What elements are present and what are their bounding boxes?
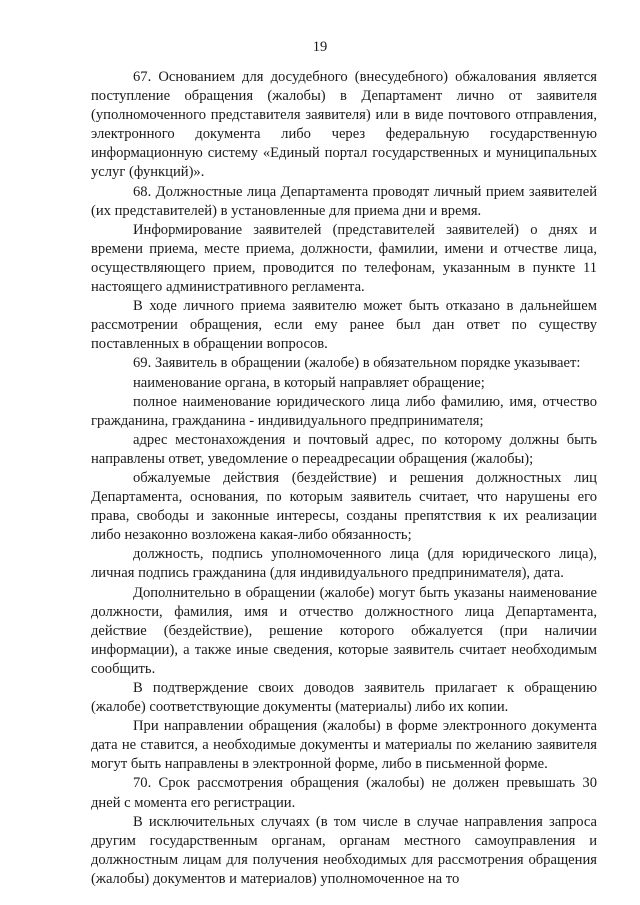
paragraph-informing: Информирование заявителей (представителей заявителей) о днях и времени приема, месте приема, должности, фамилии, имени и отчестве лица, осуществляющего прием, проводится по телефонам, указанным в пункте 11 настоящего административного регламента.	[91, 221, 597, 296]
paragraph-70: 70. Срок рассмотрения обращения (жалобы) не должен превышать 30 дней с момента его регистрации.	[91, 775, 597, 811]
list-item: обжалуемые действия (бездействие) и решения должностных лиц Департамента, основания, по которым заявитель считает, что нарушены его права, свободы и законные интересы, созданы препятствия к их реализации либо незаконно возложена какая-либо обязанность;	[91, 469, 597, 544]
paragraph-additional: Дополнительно в обращении (жалобе) могут быть указаны наименование должности, фамилия, имя и отчество должностного лица Департамента, действие (бездействие), решение которого обжалуется (при наличии информации), а также иные сведения, которые заявитель считает необходимым сообщить.	[91, 584, 597, 677]
list-item: должность, подпись уполномоченного лица (для юридического лица), личная подпись гражданина (для индивидуального предпринимателя), дата.	[91, 546, 597, 582]
list-item: полное наименование юридического лица либо фамилию, имя, отчество гражданина, гражданина - индивидуального предпринимателя;	[91, 393, 597, 429]
paragraph-67: 67. Основанием для досудебного (внесудебного) обжалования является поступление обращения (жалобы) в Департамент лично от заявителя (уполномоченного представителя заявителя) или в виде почтового отправления, электронного документа либо через федеральную государственную информационную систему «Единый портал государственных и муниципальных услуг (функций)».	[91, 69, 597, 181]
list-item: наименование органа, в который направляет обращение;	[133, 374, 485, 391]
page-number: 19	[312, 39, 328, 55]
paragraph-refusal: В ходе личного приема заявителю может быть отказано в дальнейшем рассмотрении обращения, если ему ранее был дан ответ по существу поставленных в обращении вопросов.	[91, 298, 597, 353]
paragraph-69: 69. Заявитель в обращении (жалобе) в обязательном порядке указывает:	[133, 355, 581, 372]
paragraph-68: 68. Должностные лица Департамента проводят личный прием заявителей (их представителей) в установленные для приема дни и время.	[91, 183, 597, 219]
paragraph-attachments: В подтверждение своих доводов заявитель прилагает к обращению (жалобе) соответствующие документы (материалы) либо их копии.	[91, 680, 597, 716]
list-item: адрес местонахождения и почтовый адрес, по которому должны быть направлены ответ, уведомление о переадресации обращения (жалобы);	[91, 431, 597, 467]
paragraph-electronic: При направлении обращения (жалобы) в форме электронного документа дата не ставится, а необходимые документы и материалы по желанию заявителя могут быть направлены в электронной форме, либо в письменной форме.	[91, 718, 597, 773]
document-body	[91, 68, 597, 889]
paragraph-exceptional: В исключительных случаях (в том числе в случае направления запроса другим государственным органам, органам местного самоуправления и должностным лицам для получения необходимых для рассмотрения обращения (жалобы) документов и материалов) уполномоченное на то	[91, 813, 597, 887]
